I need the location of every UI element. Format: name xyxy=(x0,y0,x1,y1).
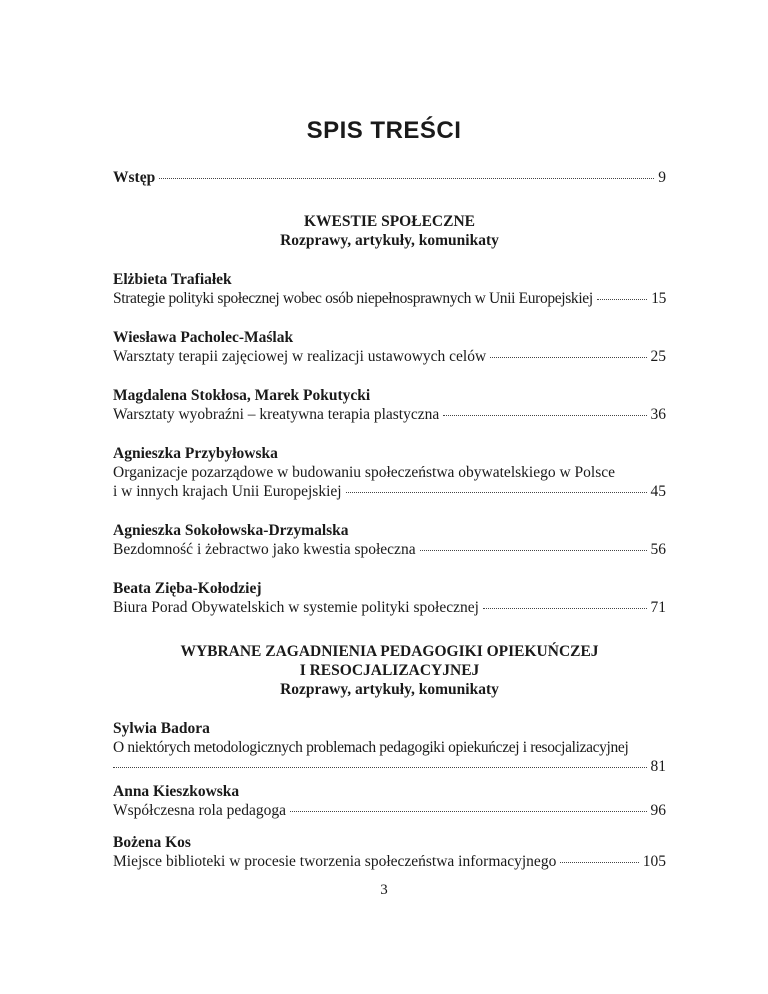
page-number: 3 xyxy=(380,882,388,898)
toc-entry-intro[interactable] xyxy=(113,168,666,187)
dot-leader xyxy=(346,492,647,493)
dot-leader xyxy=(290,811,646,812)
entry-page: 45 xyxy=(650,483,666,500)
entry-author: Magdalena Stokłosa, Marek Pokutycki xyxy=(113,387,371,404)
entry-line xyxy=(113,347,666,366)
entry-title: O niektórych metodologicznych problemach pedagogiki opiekuńczej i resocjalizacyjnej xyxy=(113,739,629,756)
section-title: WYBRANE ZAGADNIENIA PEDAGOGIKI OPIEKUŃCZEJ xyxy=(180,643,599,660)
dot-leader xyxy=(483,608,647,609)
entry-line xyxy=(113,289,666,308)
entry-title: Warsztaty wyobraźni – kreatywna terapia plastyczna xyxy=(113,406,440,423)
section-heading-2 xyxy=(113,642,666,699)
dot-leader xyxy=(113,767,647,768)
toc-entry[interactable] xyxy=(113,579,666,617)
entry-title: Miejsce biblioteki w procesie tworzenia społeczeństwa informacyjnego xyxy=(113,853,557,870)
toc-entry[interactable] xyxy=(113,719,666,776)
entry-author: Anna Kieszkowska xyxy=(113,783,240,800)
entry-title: Wstęp xyxy=(113,169,156,186)
toc-entry[interactable] xyxy=(113,328,666,366)
entry-title: Warsztaty terapii zajęciowej w realizacji ustawowych celów xyxy=(113,348,487,365)
entry-page: 15 xyxy=(651,290,666,307)
entry-page: 96 xyxy=(650,802,666,819)
entry-line xyxy=(113,757,666,776)
entry-line xyxy=(113,852,666,871)
section-title-continued: I RESOCJALIZACYJNEJ xyxy=(299,662,480,679)
toc-entry[interactable] xyxy=(113,270,666,308)
entry-author: Beata Zięba-Kołodziej xyxy=(113,580,262,597)
entry-title: i w innych krajach Unii Europejskiej xyxy=(113,483,342,500)
entry-page: 25 xyxy=(650,348,666,365)
dot-leader xyxy=(420,550,647,551)
page-title: SPIS TREŚCI xyxy=(306,117,462,144)
entry-title: Biura Porad Obywatelskich w systemie polityki społecznej xyxy=(113,599,479,616)
section-subtitle: Rozprawy, artykuły, komunikaty xyxy=(280,232,499,249)
dot-leader xyxy=(490,357,646,358)
dot-leader xyxy=(159,178,654,179)
entry-line xyxy=(113,801,666,820)
entry-page: 9 xyxy=(658,169,666,186)
toc-entry[interactable] xyxy=(113,833,666,871)
section-subtitle: Rozprawy, artykuły, komunikaty xyxy=(280,681,499,698)
entry-page: 36 xyxy=(650,406,666,423)
dot-leader xyxy=(443,415,646,416)
entry-author: Bożena Kos xyxy=(113,834,191,851)
entry-title: Współczesna rola pedagoga xyxy=(113,802,287,819)
toc-entry[interactable] xyxy=(113,521,666,559)
entry-page: 105 xyxy=(642,853,666,870)
entry-line xyxy=(113,405,666,424)
toc-entry[interactable] xyxy=(113,444,666,501)
entry-author: Agnieszka Przybyłowska xyxy=(113,445,278,462)
entry-title: Bezdomność i żebractwo jako kwestia społeczna xyxy=(113,541,416,558)
section-title: KWESTIE SPOŁECZNE xyxy=(304,213,475,230)
dot-leader xyxy=(597,299,647,300)
entry-author: Elżbieta Trafiałek xyxy=(113,271,232,288)
entry-author: Sylwia Badora xyxy=(113,720,210,737)
entry-author: Agnieszka Sokołowska-Drzymalska xyxy=(113,522,349,539)
toc-entry[interactable] xyxy=(113,386,666,424)
entry-page: 81 xyxy=(650,758,666,775)
toc-entry[interactable] xyxy=(113,782,666,820)
entry-title: Strategie polityki społecznej wobec osób niepełnosprawnych w Unii Europejskiej xyxy=(113,290,593,307)
entry-line xyxy=(113,482,666,501)
section-heading-1 xyxy=(113,212,666,250)
entry-line: Organizacje pozarządowe w budowaniu społeczeństwa obywatelskiego w Polsce xyxy=(113,464,616,481)
entry-line xyxy=(113,540,666,559)
entry-page: 56 xyxy=(650,541,666,558)
entry-line xyxy=(113,598,666,617)
entry-page: 71 xyxy=(650,599,666,616)
dot-leader xyxy=(560,862,638,863)
entry-author: Wiesława Pacholec-Maślak xyxy=(113,329,294,346)
table-of-contents xyxy=(113,168,666,871)
